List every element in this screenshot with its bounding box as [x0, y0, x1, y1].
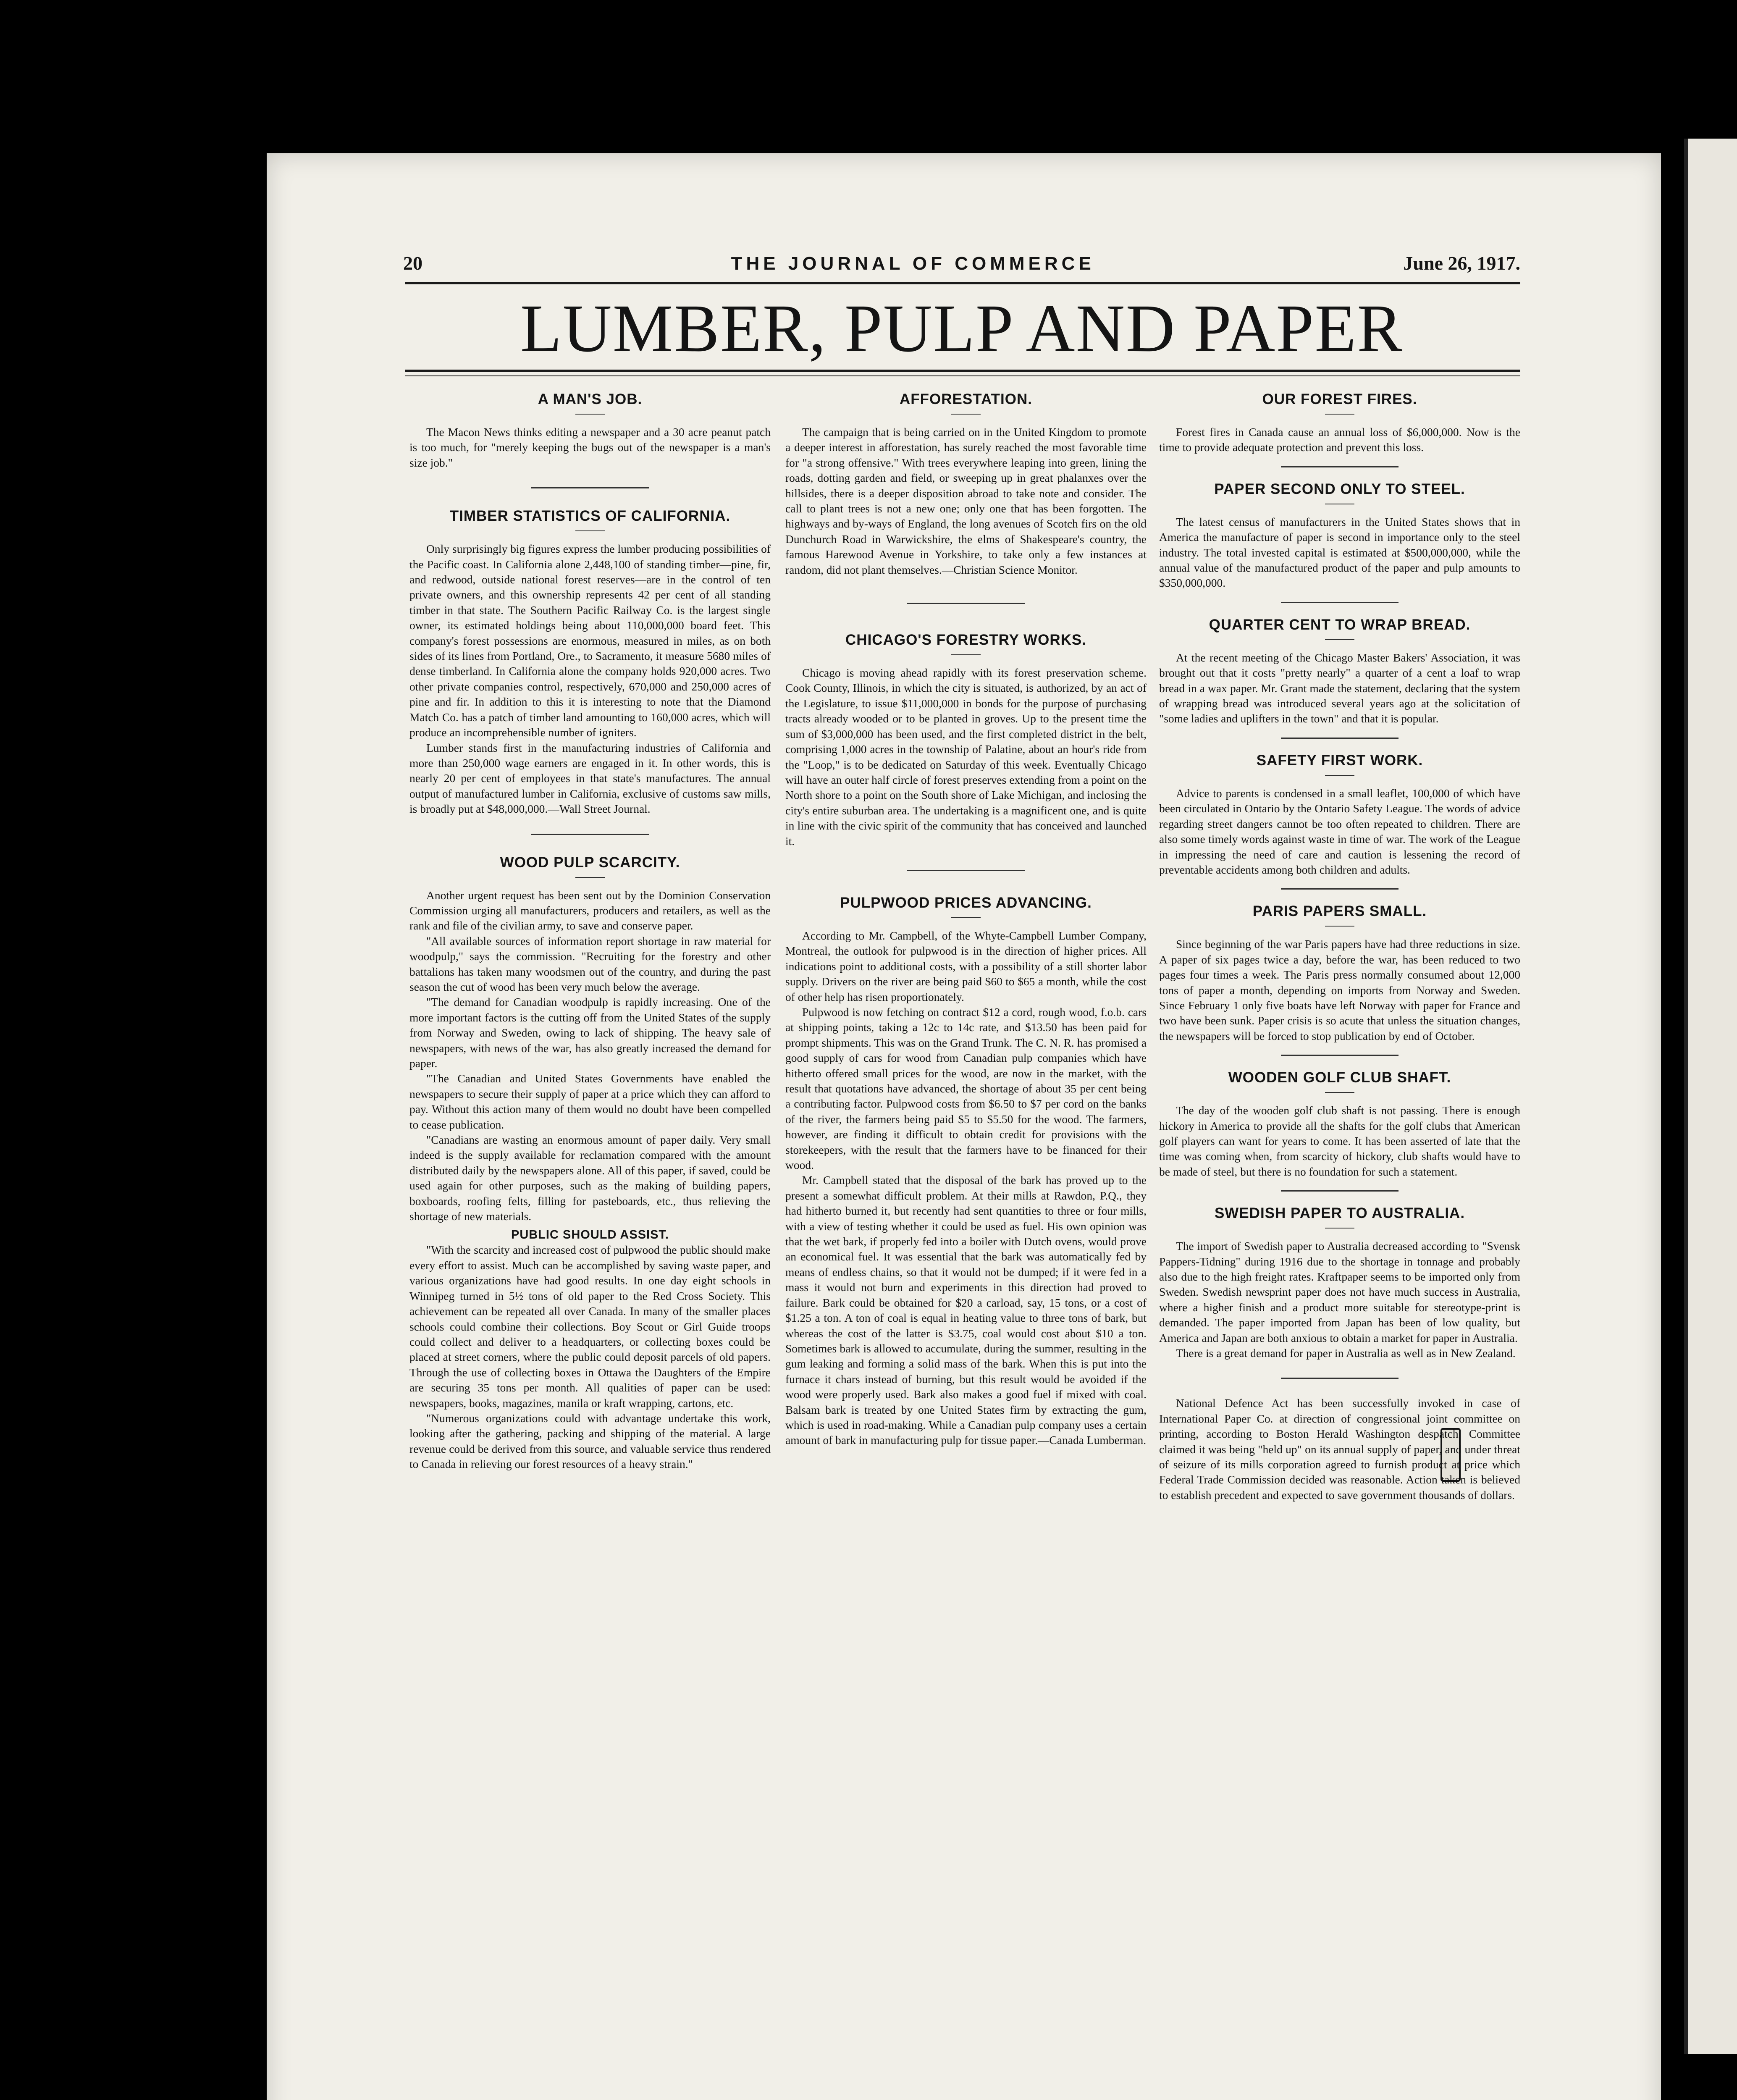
article-title: WOODEN GOLF CLUB SHAFT.: [1228, 1069, 1451, 1086]
article-title: TIMBER STATISTICS OF CALIFORNIA.: [449, 508, 731, 525]
title-rule: [951, 654, 981, 655]
article-paragraph: "Canadians are wasting an enormous amount of paper daily. Very small indeed is the supply available for reclamation compared with the amount distributed daily by the newspapers alone. All of this paper, if saved, could be used again for other purposes, such as the making of building papers, boxboards, roofing felts, filling for pasteboards, etc., thus relieving the shortage of new materials.: [409, 1133, 771, 1223]
article-separator: [1281, 1190, 1399, 1192]
journal-name: THE JOURNAL OF COMMERCE: [731, 253, 1095, 274]
title-rule: [1325, 639, 1354, 640]
article-body: The campaign that is being carried on in the United Kingdom to promote a deeper interest in afforestation, has surely reached the most favorable time for "a strong offensive." With trees everywhere leaping into green, lining the roads, dotting garden and field, or sweeping up in great phalanxes over the hillsides, there is a deeper disposition abroad to take note and consider. The call to plant trees is not a new one; only one that has been forgotten. The highways and by-ways of England, the long avenues of Scotch firs on the old Dunchurch Road in Warwickshire, the elms of Shakespeare's country, the famous Harewood Avenue in Yorkshire, to take only a few instances at random, did not plant themselves.—Christian Science Monitor.: [785, 425, 1147, 576]
article-title: PULPWOOD PRICES ADVANCING.: [840, 894, 1092, 911]
article-body: The day of the wooden golf club shaft is not passing. There is enough hickory in America to provide all the shafts for the golf clubs that American golf players can want for years to come. It has been asserted of late that the time was coming when, from scarcity of hickory, club shafts would have to be made of steel, but there is no foundation for such a statement.: [1159, 1104, 1520, 1178]
title-rule: [951, 414, 981, 415]
article-separator: [1281, 1055, 1399, 1056]
article-subheading: PUBLIC SHOULD ASSIST.: [511, 1228, 669, 1242]
header-rule: [405, 282, 1520, 284]
article-body: Advice to parents is condensed in a small leaflet, 100,000 of which have been circulated in Ontario by the Ontario Safety League. The words of advice regarding street dangers cannot be too often repeated to children. There are also some timely words against waste in time of war. The work of the League in impressing the need of care and caution is lessening the record of preventable accidents among both children and adults.: [1159, 786, 1520, 876]
title-rule: [1325, 414, 1354, 415]
article-title: PAPER SECOND ONLY TO STEEL.: [1214, 480, 1465, 497]
article-paragraph: According to Mr. Campbell, of the Whyte-Campbell Lumber Company, Montreal, the outlook for pulpwood is in the direction of higher prices. All indications point to additional costs, with a possibility of a still shorter labor supply. Drivers on the river are being paid $60 to $65 a month, while the cost of other help has risen proportionately.: [785, 929, 1147, 1003]
article-separator: [907, 603, 1025, 604]
article-title: CHICAGO'S FORESTRY WORKS.: [845, 632, 1086, 648]
article-paragraph: Mr. Campbell stated that the disposal of the bark has proved up to the present a somewhat difficult problem. At their mills at Rawdon, P.Q., they had hitherto burned it, but recently had sent quantities to three or four mills, with a view of testing whether it could be used as fuel. His own opinion was that the wet bark, if properly fed into a boiler with Dutch ovens, would prove an economical fuel. It was essential that the bark was automatically fed by means of endless chains, so that it would not be dumped; if it were fed in a mass it would not burn and experiments in this direction had proved to failure. Bark could be obtained for $20 a carload, say, 15 tons, or a cost of $1.25 a ton. A ton of coal is equal in heating value to three tons of bark, but whereas the cost of the latter is $3.75, coal would cost about $10 a ton. Sometimes bark is allowed to accumulate, during the summer, resulting in the gum leaking and forming a solid mass of the bark. When this is put into the furnace it chars instead of burning, but this result would be avoided if the wood were properly used. Bark also makes a good fuel if mixed with coal. Balsam bark is treated by one United States firm by extracting the gum, which is used in road-making. While a Canadian pulp company uses a certain amount of bark in manufacturing pulp for tissue paper.—Canada Lumberman.: [785, 1173, 1147, 1447]
article-paragraph: "Numerous organizations could with advantage undertake this work, looking after the gathering, packing and shipping of the material. A large revenue could be derived from this source, and valuable service thus rendered to Canada in relieving our forest resources of a heavy strain.": [409, 1411, 771, 1471]
article-title: A MAN'S JOB.: [538, 391, 643, 407]
masthead-rule-top: [405, 370, 1520, 372]
section-masthead: LUMBER, PULP AND PAPER: [520, 291, 1404, 366]
page-header: [403, 252, 1520, 281]
article-body: The Macon News thinks editing a newspaper and a 30 acre peanut patch is too much, for "merely keeping the bugs out of the newspaper is a man's size job.": [409, 425, 771, 469]
article-title: WOOD PULP SCARCITY.: [500, 854, 680, 871]
article-paragraph: "The demand for Canadian woodpulp is rapidly increasing. One of the more important factors is the cutting off from the United States of the supply from Norway and Sweden, owing to lack of shipping. The heavy sale of newspapers, with news of the war, has also greatly increased the demand for paper.: [409, 995, 771, 1070]
article-body: At the recent meeting of the Chicago Master Bakers' Association, it was brought out that it costs "pretty nearly" a quarter of a cent a loaf to wrap bread in a wax paper. Mr. Grant made the statement, declaring that the system of wrapping bread was introduced several years ago at the solicitation of "some ladies and uplifters in the town" and that it is popular.: [1159, 651, 1520, 725]
column-2: [785, 388, 1147, 1448]
article-title: PARIS PAPERS SMALL.: [1252, 903, 1427, 920]
title-rule: [575, 530, 605, 531]
article-title: SAFETY FIRST WORK.: [1256, 752, 1423, 769]
title-rule: [951, 917, 981, 918]
article-paragraph: There is a great demand for paper in Australia as well as in New Zealand.: [1176, 1347, 1516, 1360]
article-title: QUARTER CENT TO WRAP BREAD.: [1209, 616, 1471, 633]
article-title: SWEDISH PAPER TO AUSTRALIA.: [1214, 1205, 1465, 1222]
article-title: AFFORESTATION.: [899, 391, 1032, 407]
column-1: [409, 388, 771, 1472]
adjacent-page-edge: [1684, 139, 1737, 2054]
page-number: 20: [403, 252, 422, 274]
article-paragraph: Lumber stands first in the manufacturing industries of California and more than 250,000 wage earners are engaged in it. In other words, this is nearly 20 per cent of employees in that state's manufactures. The annual output of manufactured lumber in California, exclusive of customs saw mills, is broadly put at $48,000,000.—Wall Street Journal.: [409, 741, 771, 816]
title-rule: [1325, 775, 1354, 776]
article-separator: [1281, 466, 1399, 467]
title-rule: [1325, 926, 1354, 927]
article-separator: [531, 834, 649, 835]
article-body: National Defence Act has been successfully invoked in case of International Paper Co. at direction of congressional joint committee on printing, according to Boston Herald Washington despatch. Committee claimed it was being "held up" on its annual supply of paper, and under threat of seizure of its mills corporation agreed to furnish product at price which Federal Trade Commission decided was reasonable. Action taken is believed to establish precedent and expected to save government thousands of dollars.: [1159, 1396, 1520, 1502]
title-rule: [1325, 1092, 1354, 1093]
page-fold: [1684, 139, 1688, 2054]
issue-date: June 26, 1917.: [1403, 252, 1520, 274]
article-body: Chicago is moving ahead rapidly with its forest preservation scheme. Cook County, Illinois, in which the city is situated, is authorized, by an act of the Legislature, to issue $11,000,000 in bonds for the purpose of purchasing tracts already wooded or to be planted in groves. Up to the present time the sum of $3,000,000 has been used, and the first completed district in the belt, comprising 1,000 acres in the township of Palatine, about an hour's ride from the "Loop," is to be dedicated on Saturday of this week. Eventually Chicago will have an outer half circle of forest preserves extending from a point on the North shore to a point on the South shore of Lake Michigan, and inclosing the city's entire suburban area. The undertaking is a magnificent one, and is quite in line with the civic spirit of the community that has conceived and launched it.: [785, 666, 1147, 848]
article-paragraph: Only surprisingly big figures express the lumber producing possibilities of the Pacific coast. In California alone 2,448,100 of standing timber—pine, fir, and redwood, outside national forest reserves—are in the control of ten private owners, and this ownership represents 42 per cent of all standing timber in that state. The Southern Pacific Railway Co. is the largest single owner, its estimated holdings being about 110,000,000 board feet. This company's forest possessions are enormous, measured in miles, as on both sides of its lines from Portland, Ore., to Sacramento, it measure 5680 miles of dense timberland. In California alone the company holds 920,000 acres. Two other private companies control, respectively, 670,000 and 250,000 acres of pine and fir. In addition to this it is interesting to note that the Diamond Match Co. has a patch of timber land amounting to 160,000 acres, which will produce an incomprehensible number of igniters.: [409, 542, 771, 739]
title-rule: [575, 414, 605, 415]
article-paragraph: "With the scarcity and increased cost of pulpwood the public should make every effort to assist. Much can be accomplished by saving waste paper, and various organizations have had good results. In one day eight schools in Winnipeg turned in 5½ tons of old paper to the Red Cross Society. This achievement can be repeated all over Canada. In many of the smaller places schools could combine their collections. Boy Scout or Girl Guide troops could collect and deliver to a headquarters, or collecting boxes could be placed at street corners, where the public could deposit parcels of old papers. Through the use of collecting boxes in Ottawa the Daughters of the Empire are securing 35 tons per month. All qualities of paper can be used: newspapers, books, magazines, manila or kraft wrapping, cartons, etc.: [409, 1243, 771, 1410]
article-paragraph: "All available sources of information report shortage in raw material for woodpulp," says the commission. "Recruiting for the forestry and other battalions has taken many woodsmen out of the country, and during the past season the cut of wood has been very much below the average.: [409, 934, 771, 993]
article-separator: [1281, 602, 1399, 603]
article-separator: [907, 870, 1025, 871]
masthead-rule-bottom: [405, 375, 1520, 376]
article-paragraph: "The Canadian and United States Governments have enabled the newspapers to secure their supply of paper at a price which they can afford to pay. Without this action many of them would no doubt have been compelled to cease publication.: [409, 1072, 771, 1131]
title-rule: [575, 877, 605, 878]
article-body: Since beginning of the war Paris papers have had three reductions in size. A paper of six pages twice a day, before the war, has been reduced to two pages four times a week. The Paris press normally consumed about 12,000 tons of paper a month, depending on imports from Norway and Sweden. Since February 1 only five boats have left Norway with paper for France and two have been sunk. Paper crisis is so acute that unless the situation changes, the newspapers will be forced to stop publication by end of October.: [1159, 937, 1520, 1042]
column-3: [1159, 388, 1520, 1503]
article-title: OUR FOREST FIRES.: [1262, 391, 1417, 407]
article-body: The latest census of manufacturers in the United States shows that in America the manufacture of paper is second in importance only to the steel industry. The total invested capital is estimated at $500,000,000, while the annual value of the manufactured product of the paper and pulp amounts to $350,000,000.: [1159, 515, 1520, 590]
article-separator: [1281, 1378, 1399, 1379]
article-paragraph: The import of Swedish paper to Australia decreased according to "Svensk Pappers-Tidning" during 1916 due to the shortage in tonnage and probably also due to the high freight rates. Kraftpaper seems to be imported only from Sweden. Swedish newsprint paper does not have much success in Australia, where a higher finish and a product more suitable for stereotype-print is demanded. The paper imported from Japan has been of low quality, but America and Japan are both anxious to obtain a market for paper in Australia.: [1159, 1239, 1520, 1344]
article-body: Forest fires in Canada cause an annual loss of $6,000,000. Now is the time to provide adequate protection and prevent this loss.: [1159, 425, 1520, 454]
article-paragraph: Pulpwood is now fetching on contract $12 a cord, rough wood, f.o.b. cars at shipping points, taking a 12c to 14c rate, and $13.50 has been paid for prompt shipments. This was on the Grand Trunk. The C. N. R. has promised a good supply of cars for wood from Canadian pulp companies which have hitherto offered small prices for the wood, are now in the market, with the result that quotations have advanced, the shortage of about 35 per cent being a contributing factor. Pulpwood costs from $6.50 to $7 per cord on the banks of the river, the farmers being paid $5 to $5.50 for the wood. The farmers, however, are finding it difficult to obtain credit for provisions with the storekeepers, with the result that the farmers have to be financed for their wood.: [785, 1005, 1147, 1172]
article-separator: [1281, 738, 1399, 739]
article-paragraph: Another urgent request has been sent out by the Dominion Conservation Commission urging all manufacturers, producers and retailers, as well as the rank and file of the civilian army, to save and conserve paper.: [409, 888, 771, 932]
article-separator: [531, 487, 649, 488]
article-separator: [1281, 888, 1399, 890]
